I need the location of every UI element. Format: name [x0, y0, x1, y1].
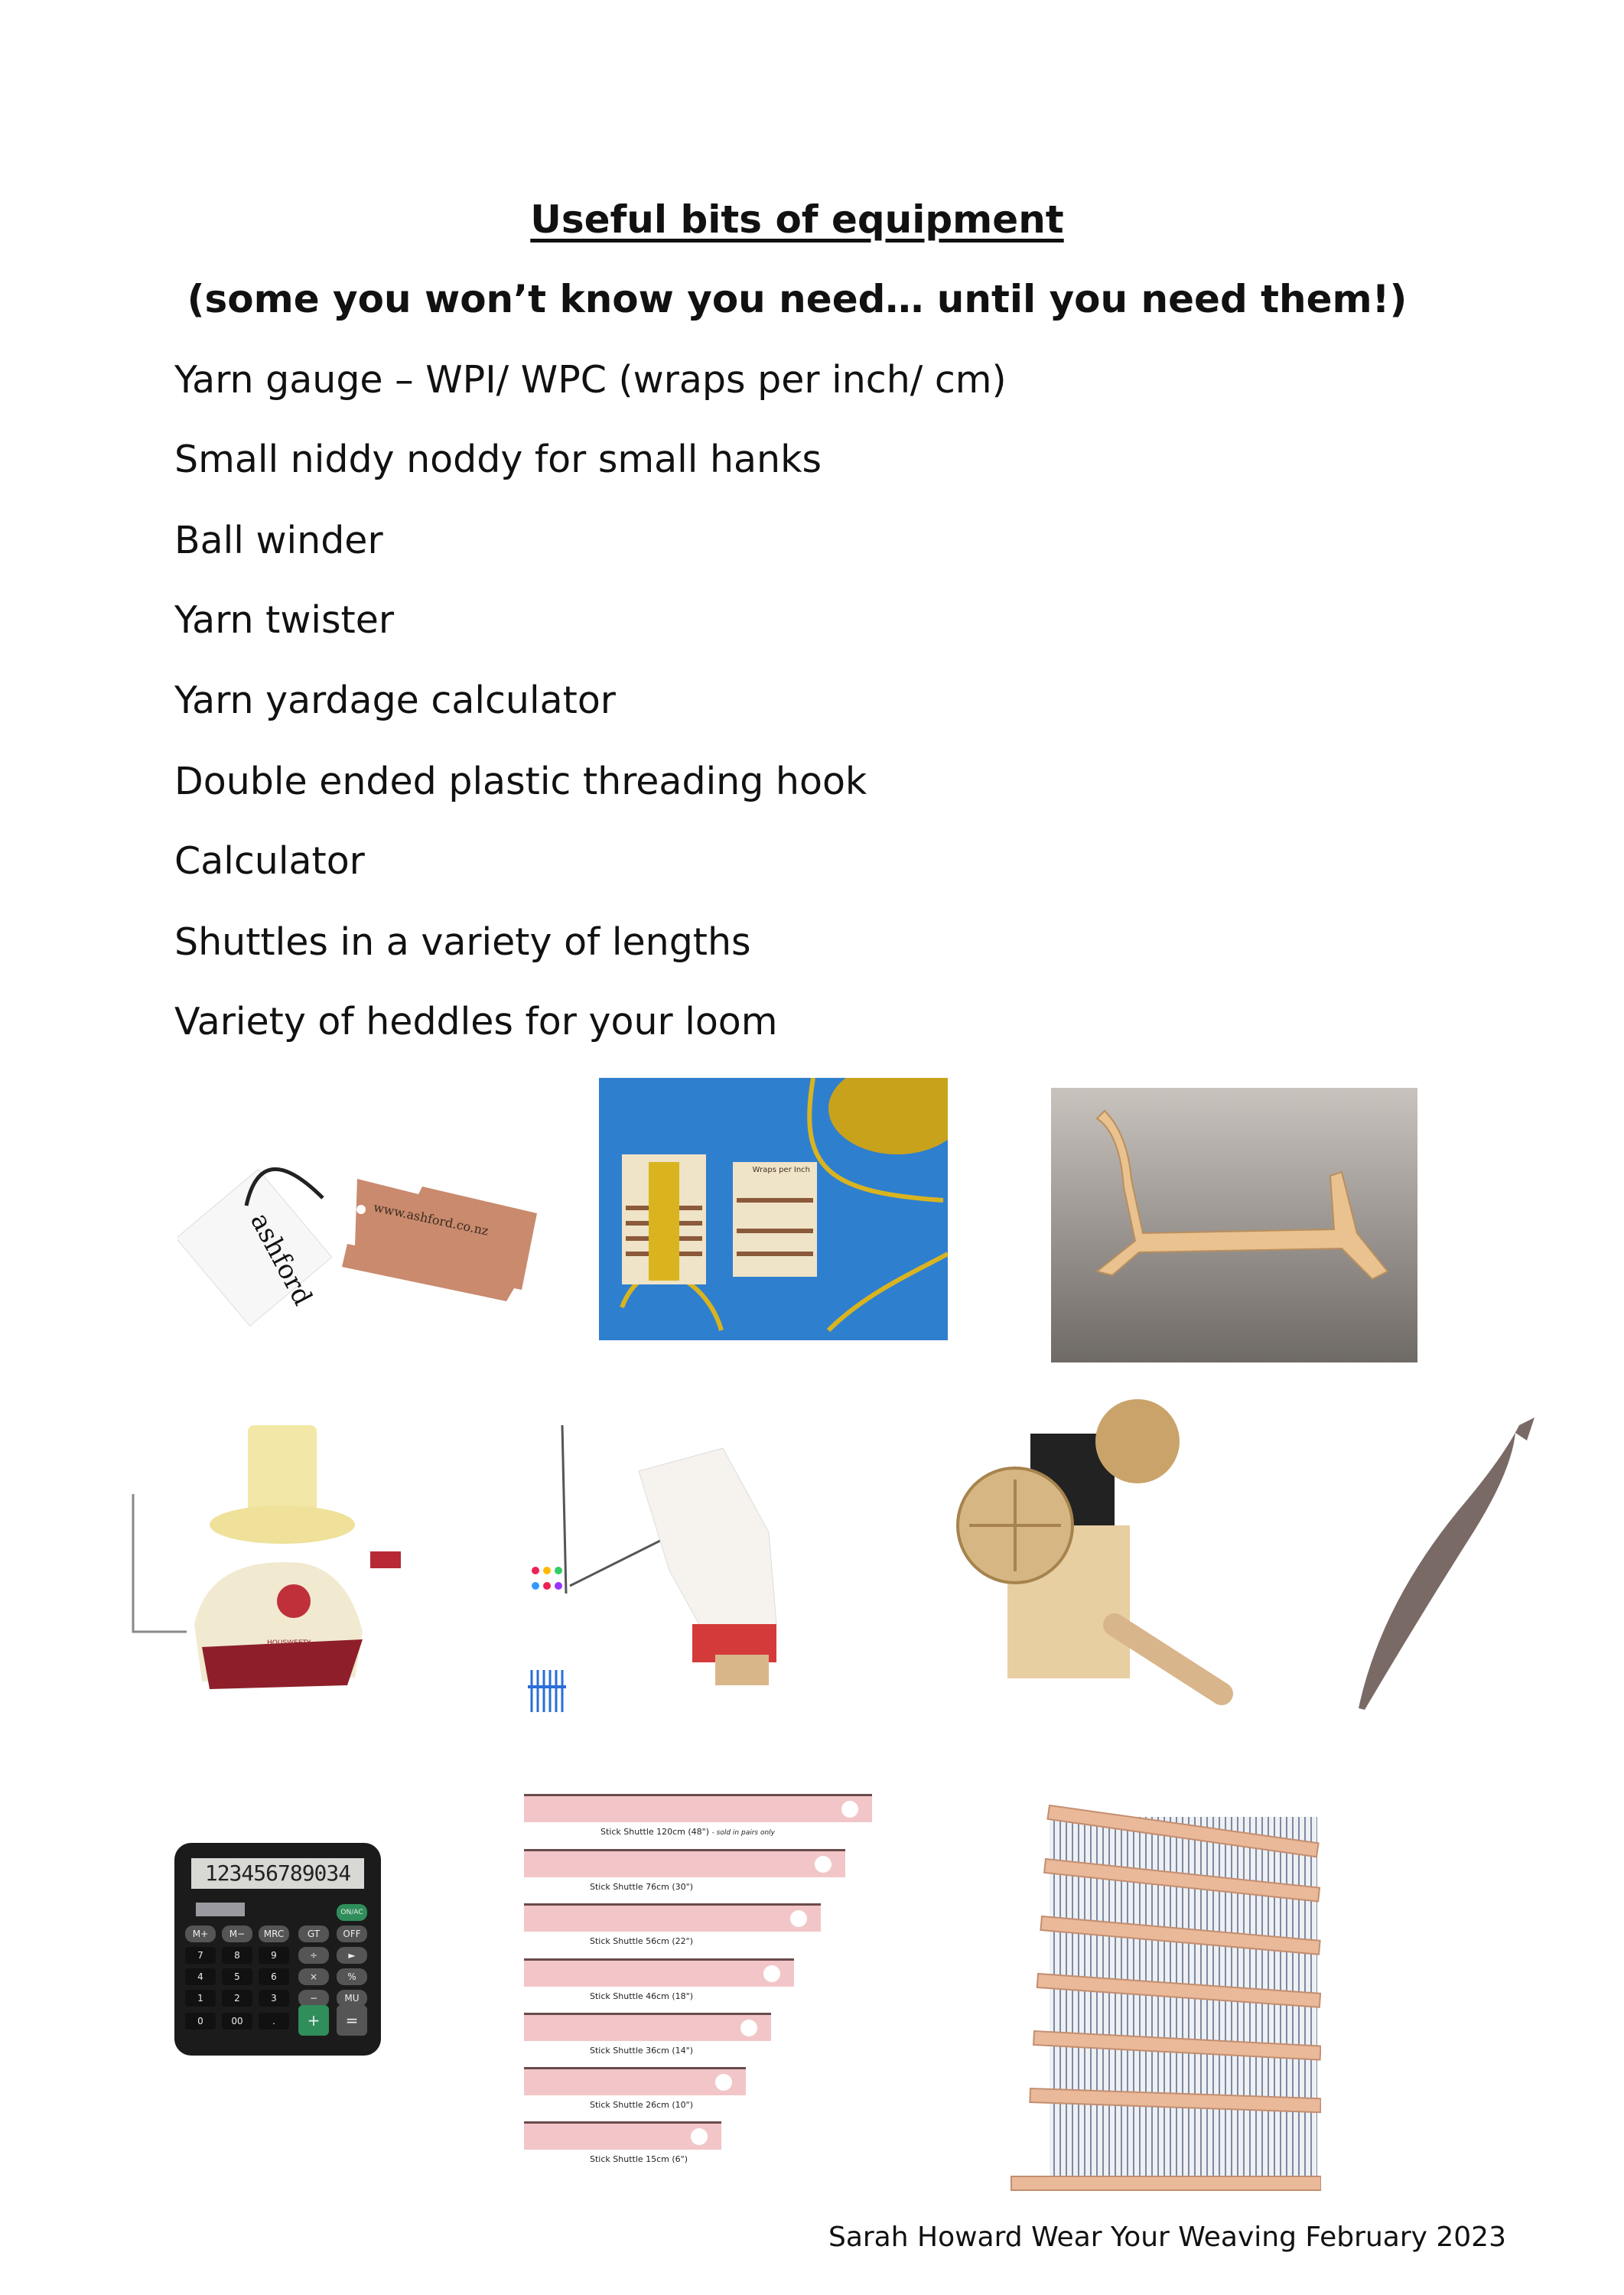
list-item: Yarn gauge – WPI/ WPC (wraps per inch/ cm)	[174, 358, 1007, 402]
list-item: Small niddy noddy for small hanks	[174, 438, 822, 481]
calc-key: M+	[185, 1926, 216, 1942]
shuttle-label	[600, 1827, 775, 1837]
list-item: Yarn twister	[174, 598, 395, 642]
shuttle	[524, 1958, 794, 1987]
calc-key: 0	[185, 2013, 216, 2030]
list-item: Shuttles in a variety of lengths	[174, 920, 751, 964]
wpi-card-label: Wraps per Inch	[752, 1166, 810, 1174]
calc-key: GT	[298, 1926, 329, 1942]
calc-key: +	[298, 2005, 329, 2036]
shuttle-label: Stick Shuttle 76cm (30")	[590, 1882, 694, 1892]
ashford-logo: ashford	[244, 1207, 318, 1311]
calc-key: ÷	[298, 1947, 329, 1964]
calc-key: OFF	[337, 1926, 367, 1942]
shuttle-label: Stick Shuttle 46cm (18")	[590, 1991, 694, 2001]
ball-winder-brand: HOUSWEETY	[267, 1639, 311, 1647]
calc-key: M−	[222, 1926, 252, 1942]
ball-winder-image	[118, 1418, 435, 1713]
calc-key: 5	[222, 1968, 252, 1985]
footer-credit: Sarah Howard Wear Your Weaving February 2023	[828, 2222, 1506, 2253]
page-subtitle: (some you won’t know you need… until you need them!)	[187, 277, 1408, 321]
shuttle-label: Stick Shuttle 36cm (14")	[590, 2046, 694, 2056]
wpi-cards-image	[599, 1078, 948, 1340]
calc-key: %	[337, 1968, 367, 1985]
list-item: Ball winder	[174, 519, 383, 562]
ashford-yarn-gauge-image	[177, 1137, 546, 1336]
niddy-noddy-image	[1051, 1088, 1417, 1362]
list-item: Calculator	[174, 839, 365, 883]
calc-key: 00	[222, 2013, 252, 2030]
calc-key: MU	[337, 1990, 367, 2007]
shuttle	[524, 2121, 721, 2150]
shuttle	[524, 1849, 845, 1877]
calculator-image	[174, 1843, 381, 2056]
shuttle-size: Stick Shuttle 120cm (48")	[600, 1827, 710, 1837]
rigid-heddles-image	[1004, 1794, 1321, 2200]
calc-key: ×	[298, 1968, 329, 1985]
shuttle	[524, 1903, 821, 1932]
calculator-display: 123456789034	[191, 1858, 364, 1889]
ashford-url: www.ashford.co.nz	[372, 1200, 490, 1239]
shuttle-note: - sold in pairs only	[711, 1829, 776, 1837]
shuttle	[524, 2013, 771, 2041]
calc-key: −	[298, 1990, 329, 2007]
page-title: Useful bits of equipment	[530, 197, 1064, 242]
list-item: Yarn yardage calculator	[174, 679, 616, 722]
shuttle	[524, 2067, 746, 2095]
calc-key: 8	[222, 1947, 252, 1964]
threading-hook-image	[1351, 1410, 1543, 1713]
ball-winder-kit-image	[524, 1418, 864, 1720]
stick-shuttles-image	[524, 1794, 878, 2186]
calc-key: 3	[259, 1990, 289, 2007]
list-item: Variety of heddles for your loom	[174, 1000, 778, 1043]
calc-key: =	[337, 2005, 367, 2036]
calc-key: 7	[185, 1947, 216, 1964]
calc-key: MRC	[259, 1926, 289, 1942]
shuttle-label: Stick Shuttle 15cm (6")	[590, 2154, 688, 2164]
calc-key: 4	[185, 1968, 216, 1985]
solar-panel	[196, 1903, 245, 1916]
calc-key: 2	[222, 1990, 252, 2007]
calc-key: 6	[259, 1968, 289, 1985]
calc-key: 9	[259, 1947, 289, 1964]
shuttle-label: Stick Shuttle 26cm (10")	[590, 2100, 694, 2110]
calc-key: 1	[185, 1990, 216, 2007]
shuttle	[524, 1794, 872, 1822]
shuttle-label: Stick Shuttle 56cm (22")	[590, 1936, 694, 1946]
calc-key: ON/AC	[337, 1904, 367, 1921]
list-item: Double ended plastic threading hook	[174, 760, 867, 803]
calc-key: .	[259, 2013, 289, 2030]
yarn-twister-image	[916, 1395, 1255, 1705]
calc-key: ►	[337, 1947, 367, 1964]
